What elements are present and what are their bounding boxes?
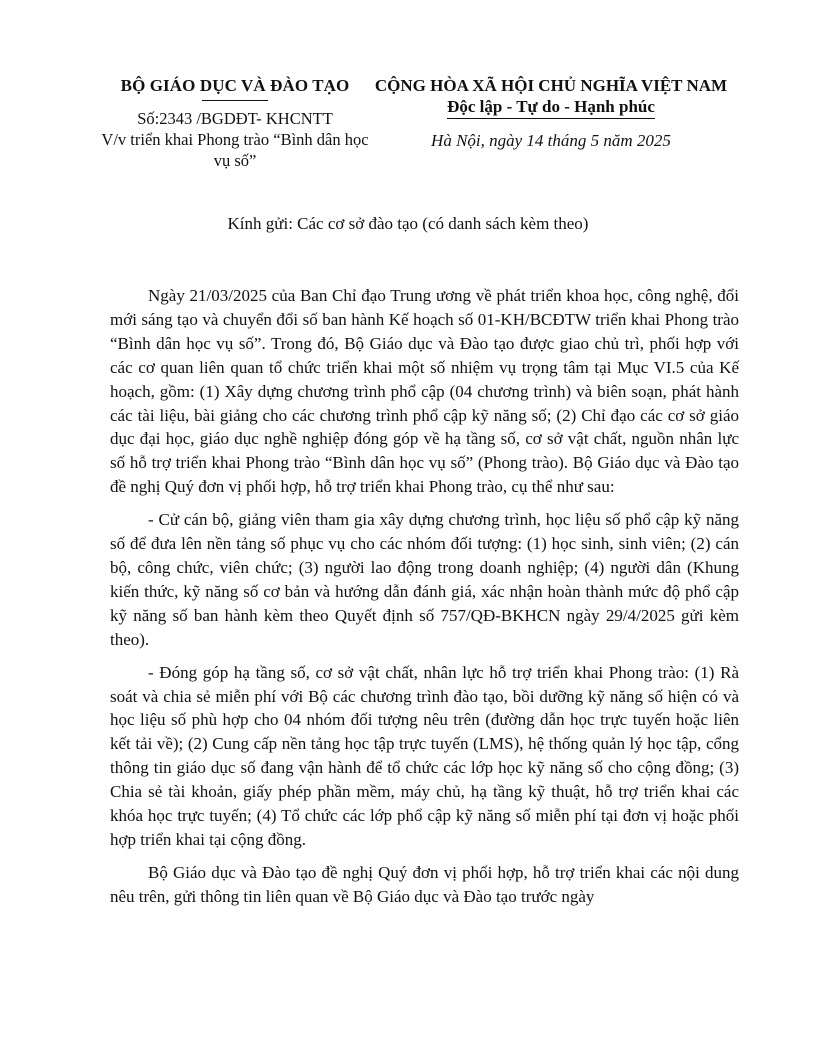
body-paragraph: - Cử cán bộ, giảng viên tham gia xây dựng chương trình, học liệu số phổ cập kỹ năng số để đưa lên nền tảng số phục vụ cho các nhóm đối tượng: (1) học sinh, sinh viên; (2) cán bộ, công chức, viên chức; (3) người lao động trong doanh nghiệp; (4) người dân (Khung kiến thức, kỹ năng số cơ bản và hướng dẫn đánh giá, xác nhận hoàn thành mức độ phổ cập kỹ năng số ban hành kèm theo Quyết định số 757/QĐ-BKHCN ngày 29/4/2025 gửi kèm theo). <box>110 510 739 649</box>
document-body <box>110 284 739 918</box>
body-paragraph: - Đóng góp hạ tầng số, cơ sở vật chất, nhân lực hỗ trợ triển khai Phong trào: (1) Rà soát và chia sẻ miễn phí với Bộ các chương trình đào tạo, bồi dưỡng kỹ năng số hiện có và học liệu số phù hợp cho 04 nhóm đối tượng nêu trên (đường dẫn học trực tuyến hoặc liên kết tải về); (2) Cung cấp nền tảng học tập trực tuyến (LMS), hệ thống quản lý học tập, cổng thông tin giáo dục số đang vận hành để tổ chức các lớp học kỹ năng số cho cộng đồng; (3) Chia sẻ tài khoản, giấy phép phần mềm, máy chủ, hạ tầng kỹ thuật, hỗ trợ triển khai các khóa học trực tuyến; (4) Tổ chức các lớp phổ cập kỹ năng số miễn phí tại đơn vị hoặc phối hợp triển khai tại cộng đồng. <box>110 662 739 849</box>
header-left <box>100 76 370 171</box>
nation-title: CỘNG HÒA XÃ HỘI CHỦ NGHĨA VIỆT NAM <box>374 76 728 95</box>
national-motto: Độc lập - Tự do - Hạnh phúc <box>447 97 655 119</box>
header-right <box>362 76 740 151</box>
agency-name: BỘ GIÁO DỤC VÀ ĐÀO TẠO <box>120 76 350 95</box>
document-number: Số:2343 /BGDĐT- KHCNTT <box>137 109 333 128</box>
body-paragraph: Bộ Giáo dục và Đào tạo đề nghị Quý đơn vị phối hợp, hỗ trợ triển khai các nội dung nêu trên, gửi thông tin liên quan về Bộ Giáo dục và Đào tạo trước ngày <box>110 862 739 906</box>
recipient-line: Kính gửi: Các cơ sở đào tạo (có danh sách kèm theo) <box>227 214 589 233</box>
body-paragraph: Ngày 21/03/2025 của Ban Chỉ đạo Trung ương về phát triển khoa học, công nghệ, đổi mới sáng tạo và chuyển đổi số ban hành Kế hoạch số 01-KH/BCĐTW triển khai Phong trào “Bình dân học vụ số”. Trong đó, Bộ Giáo dục và Đào tạo được giao chủ trì, phối hợp với các cơ quan liên quan tổ chức triển khai một số nhiệm vụ trọng tâm tại Mục VI.5 của Kế hoạch, gồm: (1) Xây dựng chương trình phổ cập (04 chương trình) và biên soạn, phát hành các tài liệu, bài giảng cho các chương trình phổ cập kỹ năng số; (2) Chỉ đạo các cơ sở giáo dục đại học, giáo dục nghề nghiệp đóng góp về hạ tầng số, cơ sở vật chất, nguồn nhân lực số hỗ trợ triển khai Phong trào “Bình dân học vụ số” (Phong trào). Bộ Giáo dục và Đào tạo đề nghị Quý đơn vị phối hợp, hỗ trợ triển khai Phong trào, cụ thể như sau: <box>110 286 739 497</box>
place-date: Hà Nội, ngày 14 tháng 5 năm 2025 <box>431 131 671 150</box>
document-subject: V/v triển khai Phong trào “Bình dân học vụ số” <box>101 130 369 170</box>
agency-underline <box>202 100 268 101</box>
